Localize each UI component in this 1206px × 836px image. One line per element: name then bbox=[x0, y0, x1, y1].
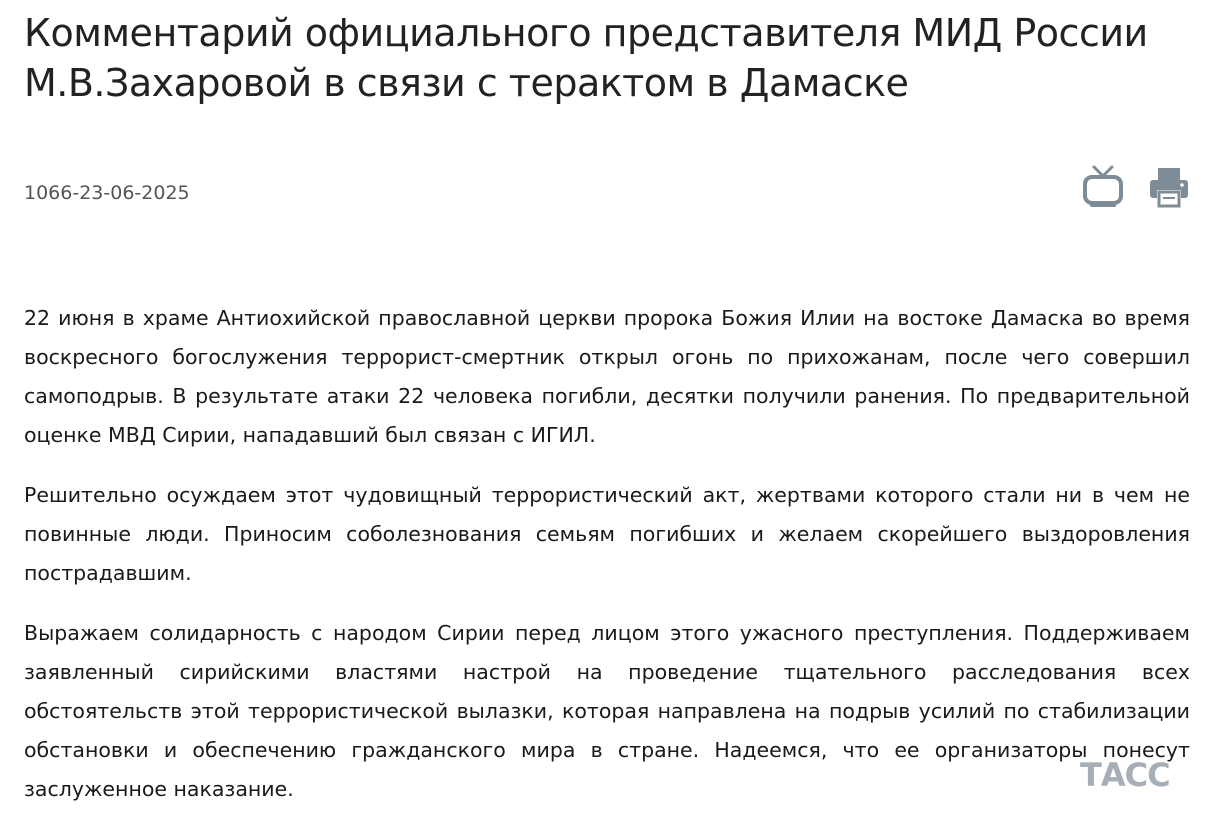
paragraph-1: 22 июня в храме Антиохийской православной церкви пророка Божия Илии на востоке Дамаска во время воскресного богослужения террорист-смертник открыл огонь по прихожанам, после чего совершил самоподрыв. В результате атаки 22 человека погибли, десятки получили ранения. По предварительной оценке МВД Сирии, нападавший был связан с ИГИЛ. bbox=[24, 306, 1190, 447]
tass-watermark: ТАСС bbox=[1080, 756, 1170, 794]
article-meta: 1066-23-06-2025 bbox=[24, 182, 190, 204]
tv-icon[interactable] bbox=[1082, 164, 1124, 208]
article-toolbar bbox=[1082, 164, 1190, 208]
printer-icon[interactable] bbox=[1148, 164, 1190, 208]
paragraph-3: Выражаем солидарность с народом Сирии перед лицом этого ужасного преступления. Поддерживаем заявленный сирийскими властями настрой на проведение тщательного расследования всех обстоятельств этой террористической вылазки, которая направлена на подрыв усилий по стабилизации обстановки и обеспечению гражданского мира в стране. Надеемся, что ее организаторы понесут заслуженное наказание. bbox=[24, 621, 1190, 801]
paragraph-2: Решительно осуждаем этот чудовищный террористический акт, жертвами которого стали ни в чем не повинные люди. Приносим соболезнования семьям погибших и желаем скорейшего выздоровления пострадавшим. bbox=[24, 483, 1190, 585]
article-body bbox=[24, 299, 1190, 830]
page-title: Комментарий официального представителя МИД России М.В.Захаровой в связи с терактом в Дамаске bbox=[24, 11, 1148, 105]
